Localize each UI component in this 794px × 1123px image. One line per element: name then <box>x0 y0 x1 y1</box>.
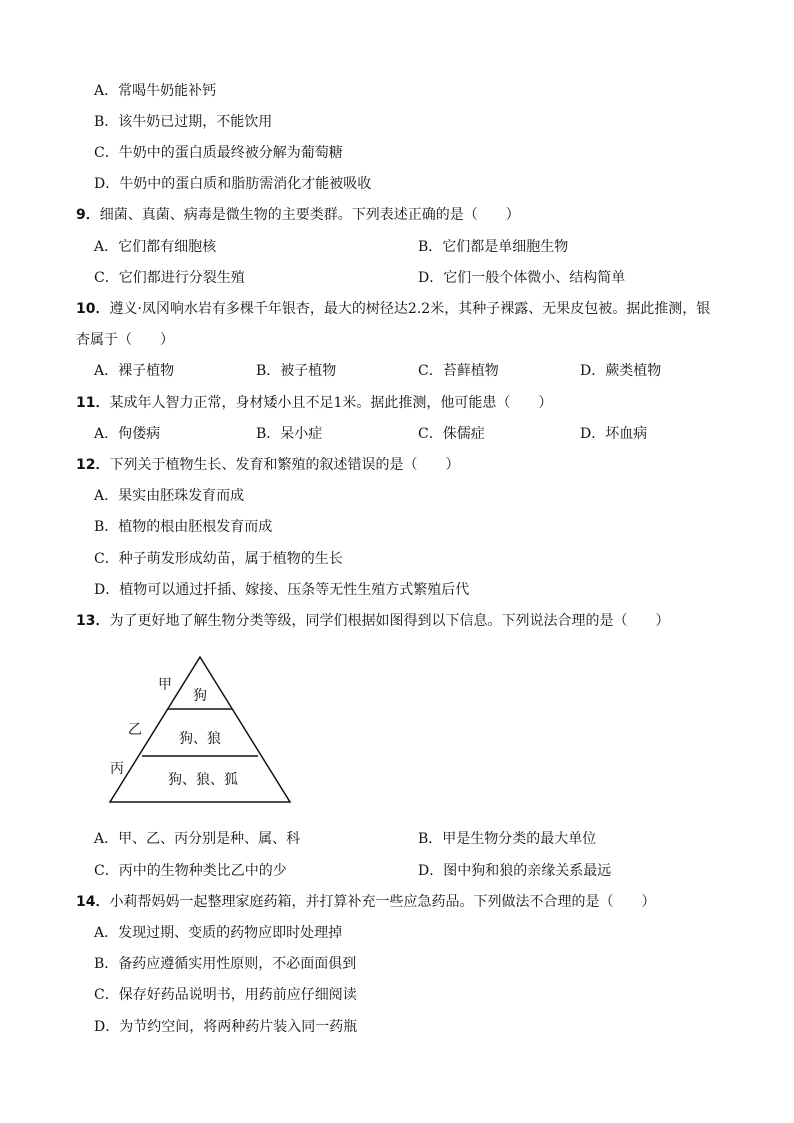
label-bing: 丙 <box>110 761 124 777</box>
label-jia: 甲 <box>158 677 172 693</box>
q14-number: 14． <box>76 894 110 910</box>
q12-stem <box>76 455 459 475</box>
q14-option-b: B．备药应遵循实用性原则，不必面面俱到 <box>94 956 357 972</box>
q11-option-b: B．呆小症 <box>256 426 323 442</box>
q13-text: 为了更好地了解生物分类等级，同学们根据如图得到以下信息。下列说法合理的是（ ） <box>109 613 670 629</box>
q14-stem <box>76 892 655 912</box>
q9-option-b: B．它们都是单细胞生物 <box>418 239 569 255</box>
q8-option-a: A．常喝牛奶能补钙 <box>94 83 217 99</box>
q12-number: 12． <box>76 457 110 473</box>
q11-option-c: C．侏儒症 <box>418 426 485 442</box>
q8-option-b: B．该牛奶已过期，不能饮用 <box>94 114 273 130</box>
q8-option-c: C．牛奶中的蛋白质最终被分解为葡萄糖 <box>94 145 343 161</box>
q10-option-d: D．蕨类植物 <box>580 363 662 379</box>
q9-number: 9． <box>76 207 100 223</box>
q12-option-d: D．植物可以通过扦插、嫁接、压条等无性生殖方式繁殖后代 <box>94 582 470 598</box>
q10-option-b: B．被子植物 <box>256 363 337 379</box>
q14-option-a: A．发现过期、变质的药物应即时处理掉 <box>94 925 343 941</box>
q9-text: 细菌、真菌、病毒是微生物的主要类群。下列表述正确的是（ ） <box>99 207 520 223</box>
q10-stem-line2: 杏属于（ ） <box>76 332 174 348</box>
q12-option-a: A．果实由胚珠发育而成 <box>94 488 245 504</box>
q11-option-a: A．佝偻病 <box>94 426 161 442</box>
q8-option-d: D．牛奶中的蛋白质和脂肪需消化才能被吸收 <box>94 176 372 192</box>
q11-number: 11． <box>76 395 110 411</box>
q13-number: 13． <box>76 613 110 629</box>
q13-option-a: A．甲、乙、丙分别是种、属、科 <box>94 831 301 847</box>
tier-dog-wolf: 狗、狼 <box>179 731 221 747</box>
q11-option-d: D．坏血病 <box>580 426 648 442</box>
q13-option-b: B．甲是生物分类的最大单位 <box>418 831 597 847</box>
q13-option-c: C．丙中的生物种类比乙中的少 <box>94 863 287 879</box>
q10-stem-line1 <box>76 299 710 319</box>
q13-option-d: D．图中狗和狼的亲缘关系最远 <box>418 863 612 879</box>
q9-stem <box>76 205 520 225</box>
q12-text: 下列关于植物生长、发育和繁殖的叙述错误的是（ ） <box>109 457 460 473</box>
q10-number: 10． <box>76 301 110 317</box>
classification-pyramid-figure <box>100 652 300 808</box>
q10-text: 遵义·凤冈响水岩有多棵千年银杏，最大的树径达2.2米，其种子裸露、无果皮包被。据此推测，银 <box>109 301 711 317</box>
q9-option-c: C．它们都进行分裂生殖 <box>94 270 245 286</box>
label-yi: 乙 <box>128 722 142 738</box>
tier-dog: 狗 <box>193 688 207 704</box>
q11-text: 某成年人智力正常，身材矮小且不足1米。据此推测，他可能患（ ） <box>109 395 553 411</box>
q12-option-b: B．植物的根由胚根发育而成 <box>94 519 273 535</box>
tier-dog-wolf-fox: 狗、狼、狐 <box>168 772 238 788</box>
q9-option-d: D．它们一般个体微小、结构简单 <box>418 270 626 286</box>
q14-text: 小莉帮妈妈一起整理家庭药箱，并打算补充一些应急药品。下列做法不合理的是（ ） <box>109 894 656 910</box>
q14-option-c: C．保存好药品说明书，用药前应仔细阅读 <box>94 987 357 1003</box>
q14-option-d: D．为节约空间，将两种药片装入同一药瓶 <box>94 1019 358 1035</box>
q13-stem <box>76 611 669 631</box>
q11-stem <box>76 393 552 413</box>
q10-option-a: A．裸子植物 <box>94 363 175 379</box>
q10-option-c: C．苔藓植物 <box>418 363 499 379</box>
q9-option-a: A．它们都有细胞核 <box>94 239 217 255</box>
q12-option-c: C．种子萌发形成幼苗，属于植物的生长 <box>94 551 343 567</box>
